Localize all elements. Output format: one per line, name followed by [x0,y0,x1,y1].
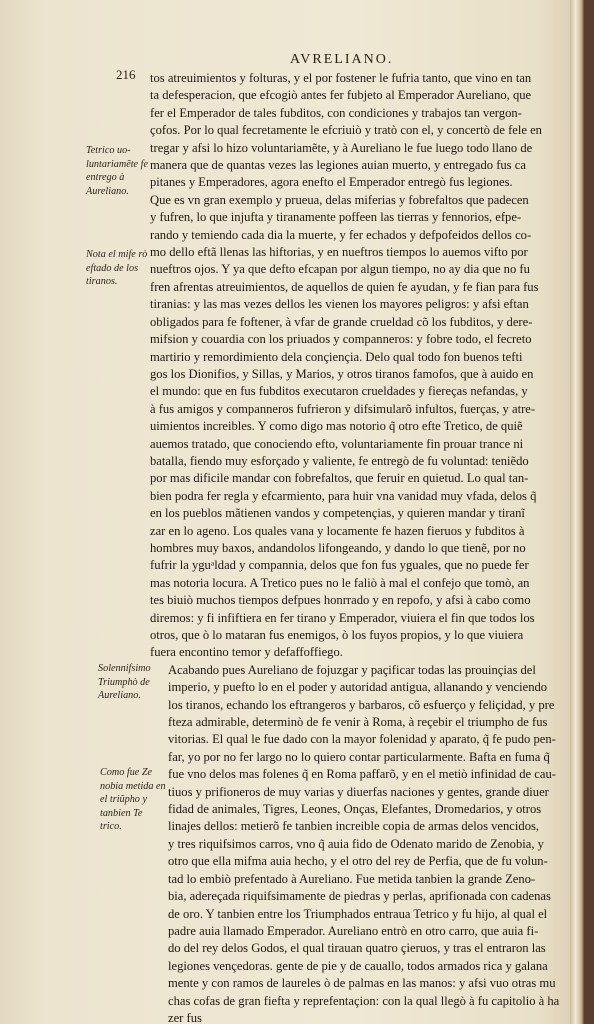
text-line: linajes dellos: metierõ fe tanbien increible copia de armas delos vencidos, [168,819,540,834]
text-line: gos los Dionifios, y Sillas, y Marios, y otros tiranos famofos, que à auido en [150,366,534,381]
text-line: legiones vençedoras. gente de pie y de cauallo, todos armados rica y galana [168,958,548,973]
text-line: pitanes y Emperadores, agora enefto el Emperador entregò fus legiones. [150,175,513,190]
text-line: fteza admirable, determinò de fe venir à Roma, à reçebir el triumpho de fus [168,715,548,730]
text-line: zer fus [168,1010,202,1024]
text-line: ta defesperacion, que efcogiò antes fer fubjeto al Emperador Aureliano, que [150,88,532,103]
text-line: padre auia llamado Emperador. Aureliano entrò en otro carro, que auia fi- [168,923,539,938]
text-line: tregar y afsi lo hizo voluntariamẽte, y à Aureliano le fue luego todo llano de [150,140,533,155]
text-line: zar en lo ageno. Los quales vana y locamente fe hazen fieruos y fubditos à [150,523,525,538]
marginal-note-triumpho: Solennifsimo Triumphò de Aureliano. [98,663,151,702]
text-line: y fufren, lo que injufta y tiranamente poffeen las tierras y fennorios, efpe- [150,210,522,225]
text-line: fufrir la yguᵃldad y compannia, delos que fon fus yguales, que no puede fer [150,558,529,573]
text-line: chas cofas de gran fiefta y reprefentaçion: con la qual llegò à fu capitolio à ha [168,993,560,1008]
text-line: diremos: y fi infiftiera en fer tirano y Emperador, viuiera el fin que todos los [150,610,535,625]
text-line: vitorias. El qual le fue dado con la mayor folenidad y aparato, q̃ fe pudo pen- [168,732,556,747]
text-line: otro que ella mifma auia hecho, y el otro del rey de Perfia, que de fu volun- [168,854,548,869]
text-line: tiranias: y las mas vezes dellos les vienen los mayores peligros: y afsi eftan [150,297,529,312]
body-text [150,70,570,1024]
text-line: de oro. Y tanbien entre los Triumphados entraua Tetrico y fu hijo, al qual el [168,906,548,921]
text-line: fuera encontino temor y defaffoffiego. [150,645,343,660]
text-line: tos atreuimientos y folturas, y el por fostener le fufria tanto, que vino en tan [150,71,532,85]
text-line: manera que de quantas vezes las legiones auian muerto, y entregado fus ca [150,158,526,173]
text-line: bien podra fer regla y efcarmiento, para huir vna vanidad muy vfada, delos q̃ [150,488,537,503]
text-line: bia, adereçada riquifsimamente de piedras y perlas, aprifionada con cadenas [168,889,551,904]
text-line: mifsion y couardia con los priuados y companneros: y fobre todo, el fecreto [150,332,532,347]
text-line: çofos. Por lo qual fecretamente le efcriuiò y tratò con el, y concertò de fele en [150,123,542,138]
text-line: batalla, fiendo muy esforçado y valiente, fe entregò de fu voluntad: teniẽdo [150,453,529,468]
text-line: Acabando pues Aureliano de fojuzgar y paçificar todas las prouinçias del [168,662,536,677]
marginal-note-tiranos: Nota el mife rò eftado de los tiranos. [86,249,148,288]
text-line: auemos tratado, que conociendo efto, voluntariamente fin prouar trance ni [150,436,524,451]
text-line: rando y temiendo cada dia la muerte, y fer echados y defpofeidos dellos co- [150,227,532,242]
text-line: mas notoria locura. A Tretico pues no le faliò à mal el confejo que tomò, an [150,575,530,590]
text-line: tes biuiò muchos tiempos defpues honrrado y en repofo, y afsi à cabo como [150,593,531,608]
text-line: tad lo embiò prefentado à Aureliano. Fue metida tanbien la grande Zeno- [168,871,536,886]
text-line: mente y con ramos de laureles ò de palmas en las manos: y afsi vuo otras mu [168,976,556,991]
text-line: y tres riquifsimos carros, vno q̃ auia fido de Odenato marido de Zenobia, y [168,836,544,851]
running-head: AVRELIANO. [290,52,394,67]
text-line: obligados para fe foftener, à vfar de grande crueldad cõ los fubditos, y dere- [150,314,533,329]
marginal-note-zenobia: Como fue Ze nobia metida en el triũpho y tanbien Te trico. [100,767,166,833]
text-line: mo dello eftã llenas las hiftorias, y en nueftros tiempos lo auemos vifto por [150,245,528,260]
text-line: fue vno delos mas folenes q̃ en Roma paffarõ, y en el metiò infinidad de cau- [168,767,556,782]
text-line: far, yo por no fer largo no lo quiero contar particularmente. Bafta en fuma q̃ [168,749,550,764]
text-line: uimientos increibles. Y como digo mas notorio q̃ otro efte Tretico, de quiẽ [150,419,523,434]
text-line: à fus amigos y companneros fufrieron y difsimularõ infultos, fuerças, y atre- [150,401,536,416]
text-line: Que es vn gran exemplo y prueua, delas miferias y fobrefaltos que padecen [150,192,529,207]
text-line: imperio, y puefto lo en el poder y autoridad antigua, allanando y venciendo [168,680,548,695]
paragraph-1 [150,70,570,662]
text-line: en los pueblos mãtienen vandos y competençias, y quieren mandar y tiranĩ [150,506,525,521]
text-line: do del rey delos Godos, el qual tirauan quatro çieruos, y tras el entraron las [168,941,546,956]
text-line: fren afrentas atreuimientos, de aquellos de quien fe ayudan, y fe fian para fus [150,279,539,294]
text-line: nueftros ojos. Y ya que defto efcapan por algun tiempo, no ay dia que no fu [150,262,530,277]
page-number: 216 [116,67,136,82]
page-edge [570,0,584,1024]
text-line: los tiranos, echando los eftrangeros y barbaros, cõ esfuerço y feliçidad, y pre [168,697,555,712]
text-line: tiuos y prifioneros de muy varias y diuerfas naciones y gentes, grande diuer [168,784,549,799]
text-line: otros, que ò lo mataran fus enemigos, ò los fuyos propios, y lo que viuiera [150,628,524,642]
text-line: fidad de animales, Tigres, Leones, Onças, Elefantes, Dromedarios, y otros [168,802,542,817]
paragraph-2 [150,662,570,1024]
marginal-note-tetrico: Tetrico uo-luntariamẽte fe entrego à Aureliano. [86,145,148,197]
text-line: por mas dificile mandar con fobrefaltos, que feruir en quietud. Lo qual tan- [150,471,529,486]
text-line: martirio y remordimiento dela conçiençia. Delo qual todo fon buenos tefti [150,349,523,364]
text-line: hombres muy baxos, andandolos lifongeando, y dando lo que tienẽ, por no [150,540,526,555]
text-line: fer el Emperador de tales fubditos, con condiciones y trabajos tan vergon- [150,105,522,120]
text-line: el mundo: que en fus fubditos executaron crueldades y fiereças nefandas, y [150,384,528,399]
